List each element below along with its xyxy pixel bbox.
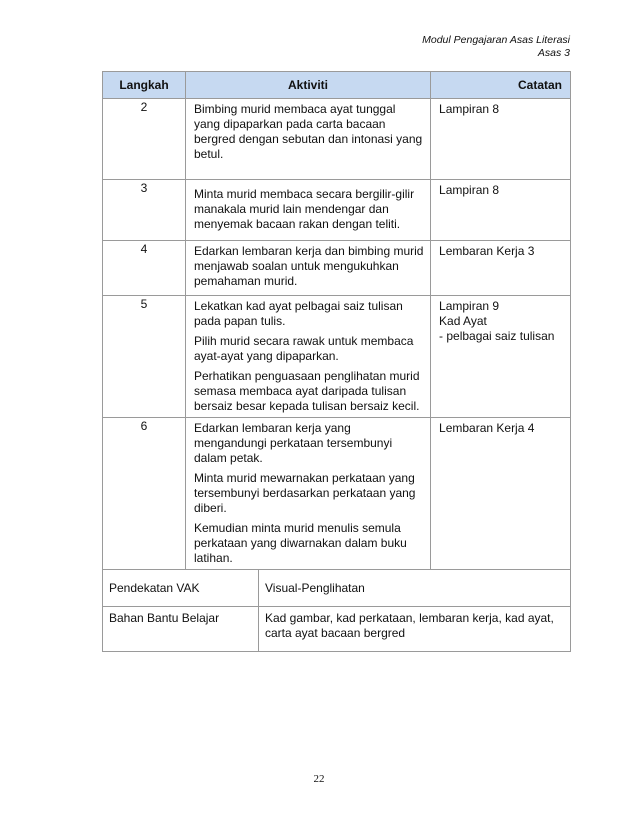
table-header-row xyxy=(103,72,571,99)
header-aktiviti: Aktiviti xyxy=(186,72,431,99)
page-number: 22 xyxy=(313,773,325,785)
header-catatan: Catatan xyxy=(431,72,571,99)
activity-cell xyxy=(186,180,431,241)
note-cell xyxy=(431,418,571,570)
activity-cell xyxy=(186,241,431,296)
module-title: Modul Pengajaran Asas Literasi xyxy=(422,34,570,46)
note-text: Lampiran 9 xyxy=(439,299,500,313)
table-row xyxy=(103,418,571,570)
activity-text: Minta murid mewarnakan perkataan yang tersembunyi berdasarkan perkataan yang diberi. xyxy=(194,471,416,515)
activity-text: Perhatikan penguasaan penglihatan murid semasa membaca ayat daripada tulisan bersaiz besar kepada tulisan bersaiz kecil. xyxy=(194,369,420,413)
step-number: 6 xyxy=(103,418,186,570)
materials-row xyxy=(103,607,571,652)
activity-text: Minta murid membaca secara bergilir-gilir manakala murid lain mendengar dan menyemak bacaan rakan dengan teliti. xyxy=(194,187,415,231)
note-cell xyxy=(431,296,571,418)
step-number: 3 xyxy=(103,180,186,241)
activity-text: Pilih murid secara rawak untuk membaca ayat-ayat yang dipaparkan. xyxy=(194,334,414,363)
note-cell xyxy=(431,180,571,241)
activity-text: Lekatkan kad ayat pelbagai saiz tulisan pada papan tulis. xyxy=(194,299,403,328)
materials-label: Bahan Bantu Belajar xyxy=(103,607,259,652)
note-text: Lampiran 8 xyxy=(439,102,500,116)
activity-text: Edarkan lembaran kerja dan bimbing murid menjawab soalan untuk mengukuhkan pemahaman murid. xyxy=(194,244,424,288)
vak-value: Visual-Penglihatan xyxy=(259,570,571,607)
note-text: - pelbagai saiz tulisan xyxy=(439,329,555,343)
step-number: 4 xyxy=(103,241,186,296)
page-header xyxy=(422,34,570,60)
activity-cell xyxy=(186,296,431,418)
note-text: Kad Ayat xyxy=(439,314,487,328)
table-row xyxy=(103,99,571,180)
note-cell xyxy=(431,99,571,180)
materials-value: Kad gambar, kad perkataan, lembaran kerja, kad ayat, carta ayat bacaan bergred xyxy=(259,607,571,652)
vak-row xyxy=(103,570,571,607)
table-row xyxy=(103,296,571,418)
table-row xyxy=(103,180,571,241)
note-cell xyxy=(431,241,571,296)
note-text: Lembaran Kerja 4 xyxy=(439,421,535,435)
activity-cell xyxy=(186,418,431,570)
activity-text: Bimbing murid membaca ayat tunggal yang dipaparkan pada carta bacaan bergred dengan sebutan dan intonasi yang betul. xyxy=(194,102,423,161)
table-row xyxy=(103,241,571,296)
activity-text: Kemudian minta murid menulis semula perkataan yang diwarnakan dalam buku latihan. xyxy=(194,521,407,565)
step-number: 5 xyxy=(103,296,186,418)
module-level: Asas 3 xyxy=(537,47,570,59)
step-number: 2 xyxy=(103,99,186,180)
activity-text: Edarkan lembaran kerja yang mengandungi perkataan tersembunyi dalam petak. xyxy=(194,421,393,465)
vak-label: Pendekatan VAK xyxy=(103,570,259,607)
header-langkah: Langkah xyxy=(103,72,186,99)
note-text: Lampiran 8 xyxy=(439,183,500,197)
lesson-steps-table xyxy=(102,71,571,652)
activity-cell xyxy=(186,99,431,180)
note-text: Lembaran Kerja 3 xyxy=(439,244,535,258)
